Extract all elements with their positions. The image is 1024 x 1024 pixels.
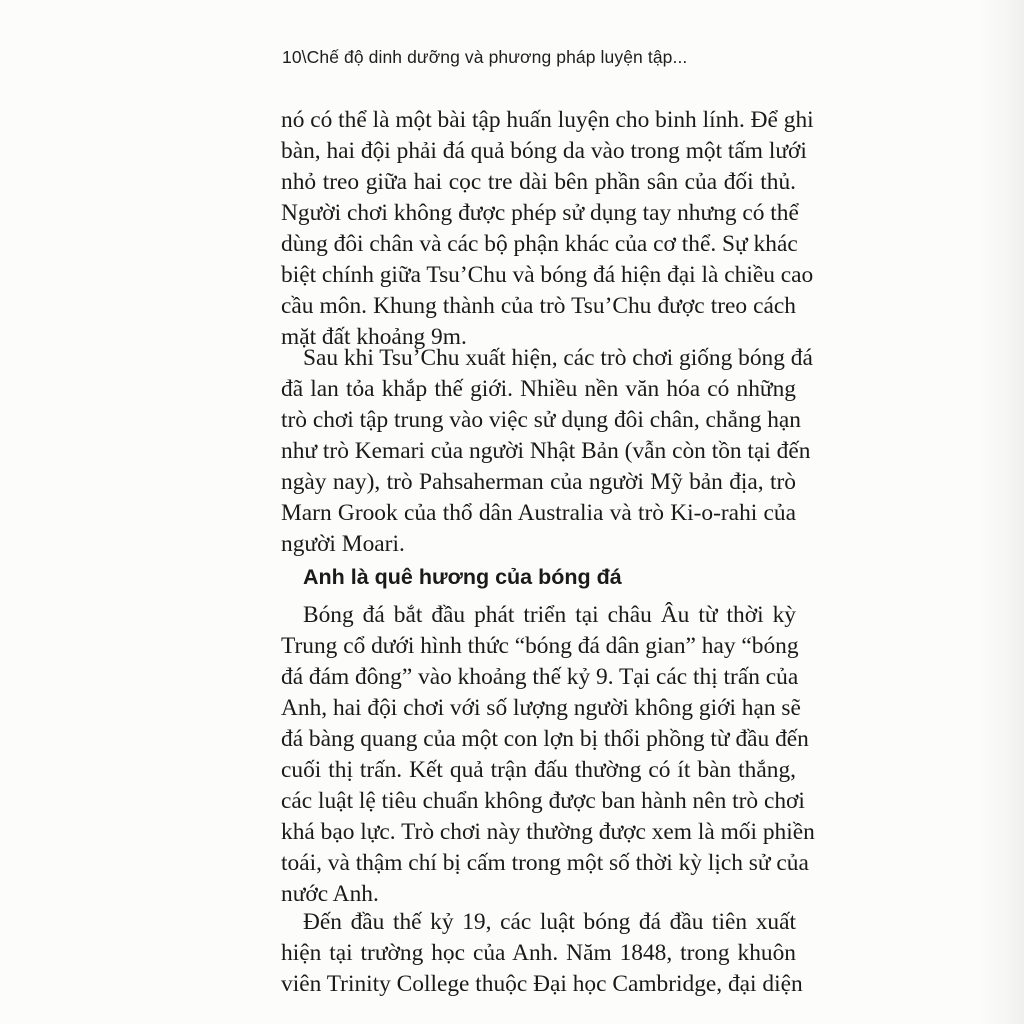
text-line: biệt chính giữa Tsu’Chu và bóng đá hiện đại là chiều cao: [281, 262, 814, 288]
text-line: Bóng đá bắt đầu phát triển tại châu Âu từ thời kỳ: [303, 602, 796, 628]
text-line: mặt đất khoảng 9m.: [281, 324, 467, 350]
text-line: nó có thể là một bài tập huấn luyện cho binh lính. Để ghi: [281, 107, 814, 133]
text-line: như trò Kemari của người Nhật Bản (vẫn còn tồn tại đến: [281, 438, 811, 464]
text-line: viên Trinity College thuộc Đại học Cambridge, đại diện: [281, 971, 803, 997]
text-line: Marn Grook của thổ dân Australia và trò Ki-o-rahi của: [281, 500, 796, 526]
text-line: toái, và thậm chí bị cấm trong một số thời kỳ lịch sử của: [281, 850, 809, 876]
running-title: Chế độ dinh dưỡng và phương pháp luyện tập...: [306, 47, 688, 67]
page-number: 10\: [282, 47, 307, 67]
text-line: Người chơi không được phép sử dụng tay nhưng có thể: [281, 200, 799, 226]
text-line: Anh, hai đội chơi với số lượng người không giới hạn sẽ: [281, 695, 801, 721]
text-line: người Moari.: [281, 531, 405, 557]
text-line: ngày nay), trò Pahsaherman của người Mỹ bản địa, trò: [281, 469, 796, 495]
text-line: Đến đầu thế kỷ 19, các luật bóng đá đầu tiên xuất: [303, 909, 796, 935]
text-line: khá bạo lực. Trò chơi này thường được xem là mối phiền: [281, 819, 815, 845]
text-line: đá bàng quang của một con lợn bị thổi phồng từ đầu đến: [281, 726, 809, 752]
text-line: cầu môn. Khung thành của trò Tsu’Chu được treo cách: [281, 293, 796, 319]
text-line: bàn, hai đội phải đá quả bóng da vào trong một tấm lưới: [281, 138, 807, 164]
text-line: nhỏ treo giữa hai cọc tre dài bên phần sân của đối thủ.: [281, 169, 796, 195]
text-line: Sau khi Tsu’Chu xuất hiện, các trò chơi giống bóng đá: [303, 345, 813, 371]
text-line: dùng đôi chân và các bộ phận khác của cơ thể. Sự khác: [281, 231, 798, 257]
text-line: nước Anh.: [281, 881, 379, 907]
text-line: Trung cổ dưới hình thức “bóng đá dân gian” hay “bóng: [281, 633, 799, 659]
text-line: cuối thị trấn. Kết quả trận đấu thường có ít bàn thắng,: [281, 757, 796, 783]
text-line: hiện tại trường học của Anh. Năm 1848, trong khuôn: [281, 940, 796, 966]
page-edge-shadow: [978, 0, 1024, 1024]
section-heading: Anh là quê hương của bóng đá: [303, 565, 622, 589]
running-header: [282, 47, 687, 68]
text-line: đã lan tỏa khắp thế giới. Nhiều nền văn hóa có những: [281, 376, 796, 402]
text-line: trò chơi tập trung vào việc sử dụng đôi chân, chẳng hạn: [281, 407, 802, 433]
text-line: các luật lệ tiêu chuẩn không được ban hành nên trò chơi: [281, 788, 805, 814]
text-line: đá đám đông” vào khoảng thế kỷ 9. Tại các thị trấn của: [281, 664, 799, 690]
